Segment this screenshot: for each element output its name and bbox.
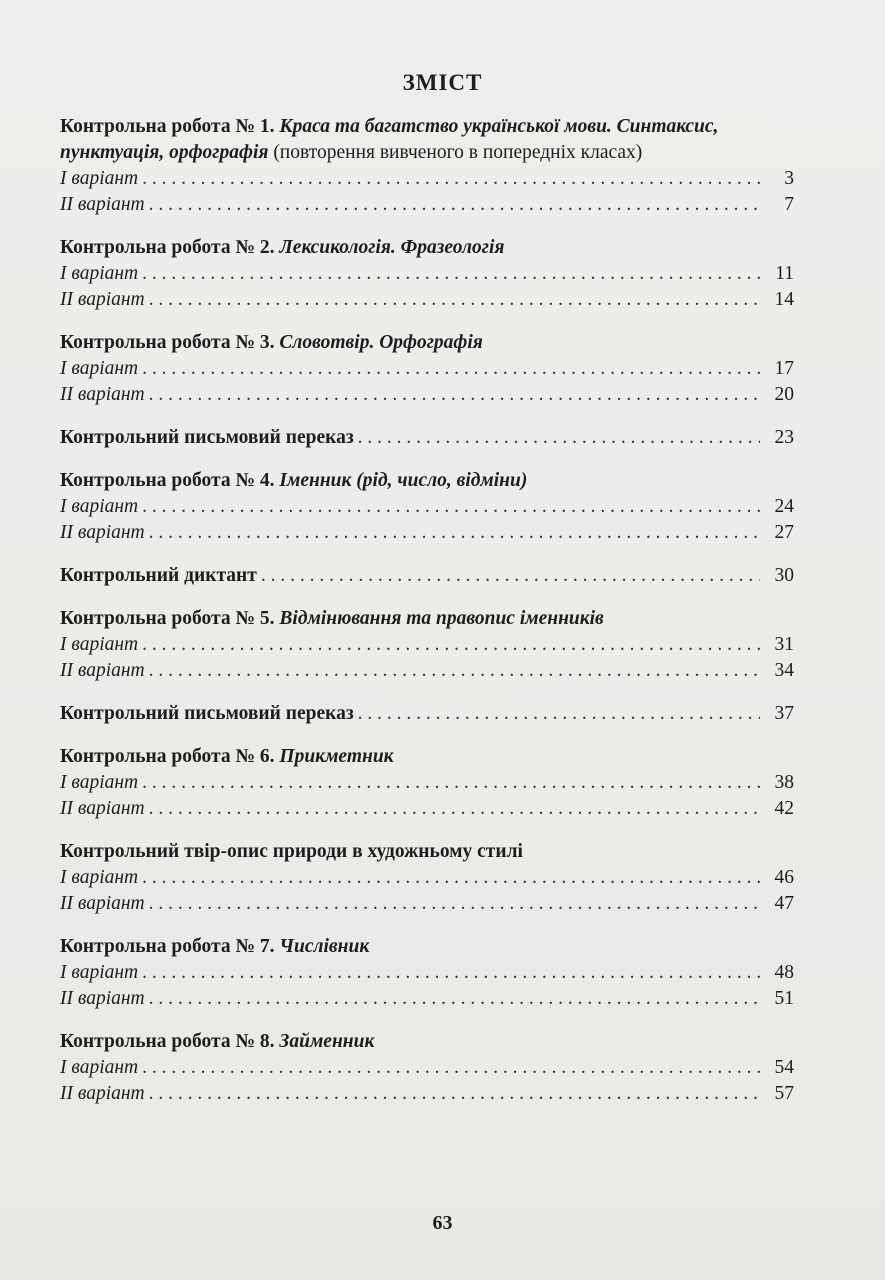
variant-page: 20 <box>774 384 794 405</box>
variant-label: II варіант <box>60 660 145 681</box>
dot-leader <box>142 356 760 382</box>
dot-leader <box>358 425 760 451</box>
variant-label: I варіант <box>60 772 139 793</box>
section-heading <box>60 1029 794 1055</box>
section-heading <box>60 114 794 166</box>
entry-page: 30 <box>774 565 794 586</box>
dot-leader <box>142 1055 760 1081</box>
variant-label: II варіант <box>60 522 145 543</box>
dot-leader <box>149 287 760 313</box>
entry-page: 37 <box>774 703 794 724</box>
variant-page: 38 <box>774 772 794 793</box>
dot-leader <box>149 382 760 408</box>
table-of-contents <box>60 114 794 1124</box>
section-topic: Числівник <box>279 936 370 957</box>
toc-section <box>60 744 794 822</box>
dot-leader <box>142 865 760 891</box>
entry-title: Контрольний письмовий переказ <box>60 703 354 724</box>
variant-label: I варіант <box>60 867 139 888</box>
variant-row <box>60 865 794 891</box>
dot-leader <box>142 632 760 658</box>
variant-row <box>60 166 794 192</box>
section-heading <box>60 744 794 770</box>
variant-row <box>60 1081 794 1107</box>
variant-page: 3 <box>784 168 794 189</box>
variant-row <box>60 192 794 218</box>
entry-title: Контрольний диктант <box>60 565 257 586</box>
dot-leader <box>142 960 760 986</box>
toc-section <box>60 468 794 546</box>
variant-row <box>60 261 794 287</box>
variant-page: 7 <box>784 194 794 215</box>
variant-row <box>60 960 794 986</box>
section-topic: Займенник <box>279 1031 375 1052</box>
variant-label: I варіант <box>60 496 139 517</box>
variant-row <box>60 891 794 917</box>
variant-label: I варіант <box>60 962 139 983</box>
variant-row <box>60 1055 794 1081</box>
variant-page: 34 <box>774 660 794 681</box>
variant-label: II варіант <box>60 1083 145 1104</box>
toc-section <box>60 330 794 408</box>
variant-row <box>60 356 794 382</box>
variant-label: II варіант <box>60 893 145 914</box>
variant-page: 46 <box>774 867 794 888</box>
toc-section <box>60 606 794 684</box>
variant-page: 27 <box>774 522 794 543</box>
variant-row <box>60 770 794 796</box>
section-topic: Прикметник <box>279 746 394 767</box>
section-heading <box>60 330 794 356</box>
variant-row <box>60 287 794 313</box>
toc-section <box>60 114 794 218</box>
variant-row <box>60 632 794 658</box>
section-number: Контрольна робота № 7. <box>60 936 275 957</box>
variant-label: I варіант <box>60 168 139 189</box>
variant-row <box>60 382 794 408</box>
toc-section <box>60 235 794 313</box>
section-number: Контрольна робота № 3. <box>60 332 275 353</box>
variant-label: I варіант <box>60 263 139 284</box>
section-number: Контрольний твір-опис природи в художньому стилі <box>60 841 523 862</box>
dot-leader <box>149 520 760 546</box>
variant-row <box>60 986 794 1012</box>
dot-leader <box>142 494 760 520</box>
dot-leader <box>142 166 760 192</box>
page-number: 63 <box>432 1212 453 1234</box>
variant-page: 24 <box>774 496 794 517</box>
variant-page: 31 <box>774 634 794 655</box>
toc-section <box>60 701 794 727</box>
section-note: (повторення вивченого в попередніх класах) <box>273 142 643 163</box>
variant-row <box>60 520 794 546</box>
variant-row <box>60 796 794 822</box>
variant-row <box>60 494 794 520</box>
toc-section <box>60 1029 794 1107</box>
toc-section <box>60 425 794 451</box>
section-heading <box>60 934 794 960</box>
section-number: Контрольна робота № 6. <box>60 746 275 767</box>
dot-leader <box>142 261 760 287</box>
variant-row <box>60 658 794 684</box>
dot-leader <box>149 796 760 822</box>
variant-label: I варіант <box>60 1057 139 1078</box>
section-heading <box>60 839 794 865</box>
dot-leader <box>149 891 760 917</box>
section-topic: Відмінювання та правопис іменників <box>279 608 604 629</box>
variant-label: II варіант <box>60 384 145 405</box>
toc-section <box>60 934 794 1012</box>
section-topic: Краса та багатство української мови. Синтаксис, пунктуація, орфографія <box>60 116 719 163</box>
variant-page: 54 <box>774 1057 794 1078</box>
entry-title: Контрольний письмовий переказ <box>60 427 354 448</box>
variant-page: 48 <box>774 962 794 983</box>
section-number: Контрольна робота № 2. <box>60 237 275 258</box>
dot-leader <box>261 563 760 589</box>
variant-label: II варіант <box>60 798 145 819</box>
dot-leader <box>149 192 760 218</box>
variant-label: I варіант <box>60 358 139 379</box>
section-heading <box>60 606 794 632</box>
variant-label: II варіант <box>60 194 145 215</box>
variant-page: 57 <box>774 1083 794 1104</box>
dot-leader <box>149 1081 760 1107</box>
section-topic: Словотвір. Орфографія <box>279 332 483 353</box>
dot-leader <box>142 770 760 796</box>
page-title: ЗМІСТ <box>402 70 483 95</box>
toc-section <box>60 563 794 589</box>
section-heading <box>60 468 794 494</box>
variant-label: II варіант <box>60 988 145 1009</box>
section-number: Контрольна робота № 8. <box>60 1031 275 1052</box>
section-topic: Лексикологія. Фразеологія <box>279 237 505 258</box>
section-number: Контрольна робота № 1. <box>60 116 275 137</box>
variant-label: I варіант <box>60 634 139 655</box>
section-number: Контрольна робота № 4. <box>60 470 275 491</box>
toc-section <box>60 839 794 917</box>
toc-entry <box>60 425 794 451</box>
dot-leader <box>149 658 760 684</box>
toc-entry <box>60 701 794 727</box>
variant-page: 47 <box>774 893 794 914</box>
variant-page: 51 <box>774 988 794 1009</box>
dot-leader <box>358 701 760 727</box>
entry-page: 23 <box>774 427 794 448</box>
section-topic: Іменник (рід, число, відміни) <box>279 470 528 491</box>
variant-page: 14 <box>774 289 794 310</box>
section-heading <box>60 235 794 261</box>
variant-label: II варіант <box>60 289 145 310</box>
toc-entry <box>60 563 794 589</box>
variant-page: 17 <box>774 358 794 379</box>
section-number: Контрольна робота № 5. <box>60 608 275 629</box>
variant-page: 11 <box>775 263 794 284</box>
dot-leader <box>149 986 760 1012</box>
variant-page: 42 <box>774 798 794 819</box>
